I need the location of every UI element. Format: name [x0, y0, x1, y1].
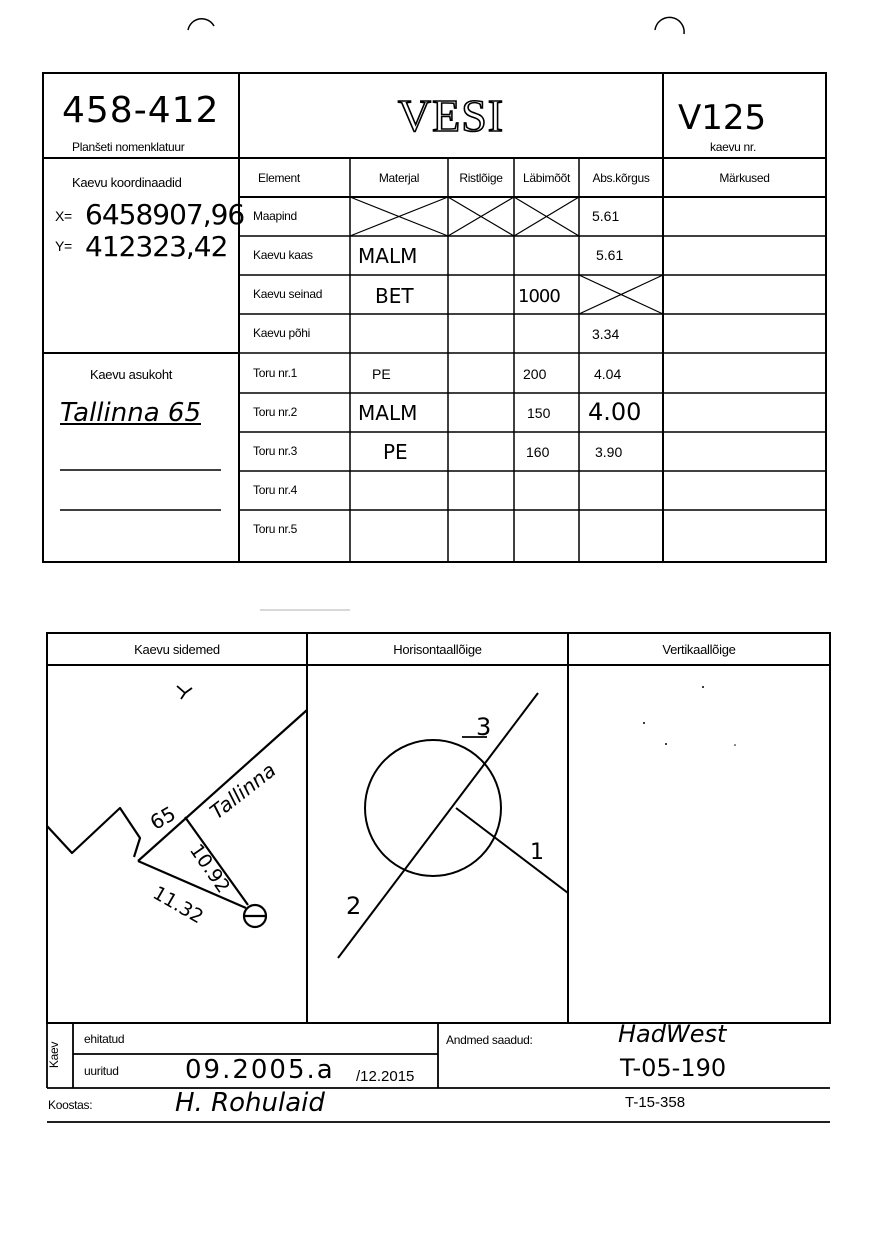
- drawing-title-connections: Kaevu sidemed: [134, 641, 220, 657]
- row-material-toru2: MALM: [358, 401, 418, 425]
- row-element-toru2: Toru nr.2: [253, 405, 297, 419]
- coordinate-x-prefix: X=: [55, 208, 72, 224]
- nomenclature-value: 458-412: [62, 90, 220, 131]
- well-number-label: kaevu nr.: [710, 140, 756, 154]
- coordinate-y-prefix: Y=: [55, 238, 72, 254]
- footer-surveyed-extra: /12.2015: [356, 1068, 415, 1085]
- nomenclature-label: Planšeti nomenklatuur: [72, 140, 185, 154]
- location-value: Tallinna 65: [60, 398, 201, 428]
- footer-surveyed-value: 09.2005.a: [185, 1055, 335, 1085]
- col-header-abs-height: Abs.kõrgus: [592, 170, 650, 185]
- well-number-value: V125: [678, 98, 767, 138]
- row-material-kaas: MALM: [358, 244, 418, 268]
- row-material-toru1: PE: [372, 366, 391, 382]
- row-element-maapind: Maapind: [253, 209, 297, 223]
- row-element-toru3: Toru nr.3: [253, 444, 297, 458]
- col-header-diameter: Läbimõõt: [523, 170, 570, 185]
- footer-data-value-1: HadWest: [618, 1020, 727, 1048]
- footer-compiled-label: Koostas:: [48, 1098, 93, 1112]
- sketch-distance-1: 10.92: [184, 840, 235, 898]
- pipe-label-2: 2: [346, 892, 362, 920]
- sketch-street-name: Tallinna: [205, 757, 281, 824]
- row-element-pohi: Kaevu põhi: [253, 326, 311, 340]
- footer-data-value-2: T-05-190: [620, 1054, 727, 1082]
- footer-compiled-value: H. Rohulaid: [175, 1088, 325, 1118]
- pipe-label-1: 1: [530, 840, 544, 865]
- footer-data-label: Andmed saadud:: [446, 1033, 533, 1047]
- col-header-notes: Märkused: [719, 170, 770, 185]
- row-height-toru2: 4.00: [588, 398, 642, 426]
- footer-side-label: Kaev: [47, 1041, 62, 1069]
- form-title: VESI: [397, 90, 505, 141]
- footer-reference-code: T-15-358: [625, 1094, 686, 1111]
- row-material-seinad: BET: [375, 284, 414, 308]
- row-height-pohi: 3.34: [592, 326, 620, 342]
- sketch-distance-2: 11.32: [149, 882, 208, 929]
- row-element-toru5: Toru nr.5: [253, 522, 297, 536]
- sketch-house-number: 65: [145, 801, 180, 835]
- location-label: Kaevu asukoht: [90, 367, 173, 382]
- footer-built-label: ehitatud: [84, 1032, 125, 1046]
- row-height-kaas: 5.61: [596, 247, 624, 263]
- row-height-maapind: 5.61: [592, 208, 620, 224]
- coordinate-y-value: 412323,42: [85, 230, 228, 263]
- coordinate-x-value: 6458907,96: [85, 198, 245, 231]
- row-diameter-toru1: 200: [523, 366, 547, 382]
- punch-hole-left: [188, 19, 214, 30]
- row-height-toru3: 3.90: [595, 444, 623, 460]
- col-header-element: Element: [258, 170, 300, 185]
- row-element-kaas: Kaevu kaas: [253, 248, 313, 262]
- row-element-seinad: Kaevu seinad: [253, 287, 323, 301]
- row-height-toru1: 4.04: [594, 366, 622, 382]
- punch-hole-right: [655, 17, 684, 34]
- row-diameter-toru2: 150: [527, 405, 551, 421]
- scan-specks: [643, 686, 736, 746]
- coordinates-label: Kaevu koordinaadid: [72, 175, 182, 190]
- row-diameter-toru3: 160: [526, 444, 550, 460]
- horizontal-section-sketch: [338, 693, 568, 958]
- row-element-toru4: Toru nr.4: [253, 483, 297, 497]
- row-material-toru3: PE: [383, 440, 408, 464]
- col-header-material: Materjal: [378, 170, 420, 185]
- footer-surveyed-label: uuritud: [84, 1064, 119, 1078]
- col-header-cross-section: Ristlõige: [459, 170, 503, 185]
- drawing-title-vertical: Vertikaallõige: [662, 641, 736, 657]
- row-diameter-seinad: 1000: [518, 286, 560, 307]
- drawing-title-horizontal: Horisontaallõige: [393, 641, 482, 657]
- pipe-label-3: 3: [476, 713, 492, 741]
- row-element-toru1: Toru nr.1: [253, 366, 297, 380]
